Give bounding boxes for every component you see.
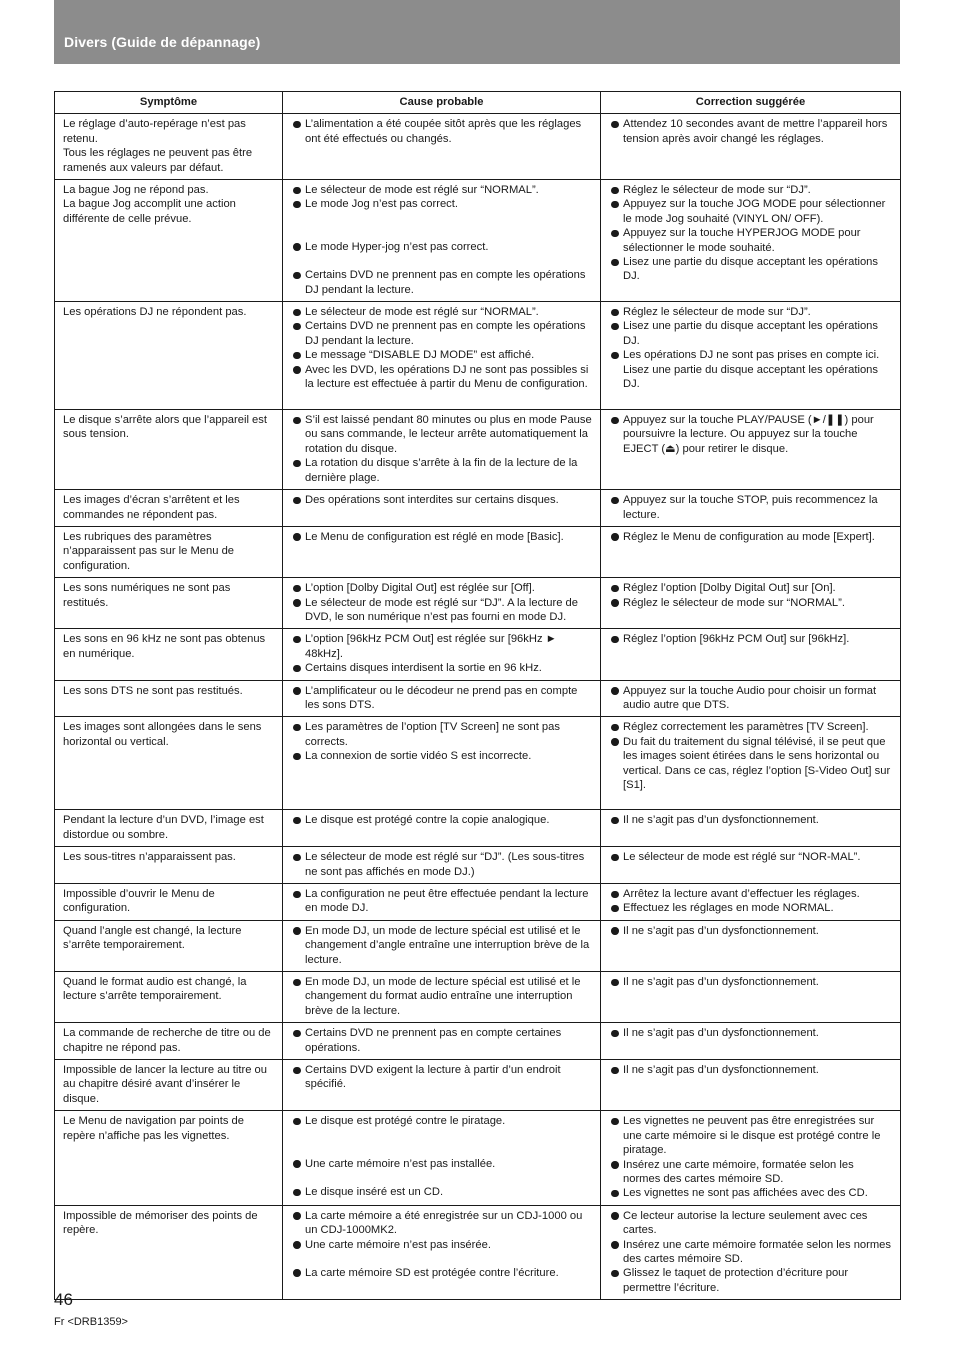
cause-item: Le disque inséré est un CD. — [291, 1185, 594, 1199]
spacer — [291, 1252, 594, 1266]
cause-item: Le sélecteur de mode est réglé sur “DJ”. A la lecture de DVD, le son numérique n’est pas fourni en mode DJ. — [291, 596, 594, 625]
fix-cell — [601, 717, 901, 810]
cause-list — [291, 1063, 594, 1092]
cause-cell — [283, 1111, 601, 1205]
cause-cell — [283, 1205, 601, 1299]
cause-item: En mode DJ, un mode de lecture spécial est utilisé et le changement d’angle entraîne une interruption brève de la lecture. — [291, 924, 594, 967]
cause-item: Des opérations sont interdites sur certains disques. — [291, 493, 594, 507]
page-number: 46 — [54, 1290, 73, 1309]
spacer — [291, 1129, 594, 1143]
spacer — [291, 254, 594, 268]
symptom-cell — [55, 180, 283, 302]
troubleshooting-table — [54, 91, 901, 1300]
fix-cell — [601, 410, 901, 490]
symptom-cell — [55, 629, 283, 680]
fix-list — [609, 975, 894, 989]
fix-cell — [601, 302, 901, 410]
fix-item: Attendez 10 secondes avant de mettre l’appareil hors tension après avoir changé les réglages. — [609, 117, 894, 146]
fix-cell — [601, 629, 901, 680]
cause-item: Le mode Hyper-jog n’est pas correct. — [291, 240, 594, 254]
fix-item: Réglez le sélecteur de mode sur “DJ”. — [609, 183, 894, 197]
fix-item: Réglez correctement les paramètres [TV Screen]. — [609, 720, 894, 734]
cause-item: La carte mémoire a été enregistrée sur un CDJ-1000 ou un CDJ-1000MK2. — [291, 1209, 594, 1238]
fix-item: Lisez une partie du disque acceptant les opérations DJ. — [609, 255, 894, 284]
fix-list — [609, 581, 894, 610]
fix-cell — [601, 810, 901, 847]
cause-item: La rotation du disque s’arrête à la fin de la lecture de la dernière plage. — [291, 456, 594, 485]
cause-item: La carte mémoire SD est protégée contre l’écriture. — [291, 1266, 594, 1280]
fix-cell — [601, 526, 901, 577]
cause-list — [291, 632, 594, 675]
table-row — [55, 810, 901, 847]
table-row — [55, 1205, 901, 1299]
table-row — [55, 1111, 901, 1205]
table-row — [55, 526, 901, 577]
symptom-cell — [55, 1023, 283, 1060]
cause-list — [291, 117, 594, 146]
cause-list — [291, 413, 594, 485]
cause-cell — [283, 884, 601, 921]
table-row — [55, 884, 901, 921]
fix-item: Réglez le Menu de configuration au mode [Expert]. — [609, 530, 894, 544]
header-bar — [54, 0, 900, 64]
fix-item: Glissez le taquet de protection d’écriture pour permettre l’écriture. — [609, 1266, 894, 1295]
table-body — [55, 114, 901, 1300]
cause-cell — [283, 526, 601, 577]
symptom-text: La commande de recherche de titre ou de chapitre ne répond pas. — [63, 1027, 271, 1054]
fix-cell — [601, 847, 901, 884]
cause-list — [291, 975, 594, 1018]
fix-item: Appuyez sur la touche STOP, puis recommencez la lecture. — [609, 493, 894, 522]
fix-list — [609, 305, 894, 391]
fix-list — [609, 632, 894, 646]
cause-list — [291, 493, 594, 507]
symptom-cell — [55, 920, 283, 971]
cause-list — [291, 1026, 594, 1055]
symptom-text: Quand l’angle est changé, la lecture s’arrête temporairement. — [63, 924, 242, 952]
cause-item: S’il est laissé pendant 80 minutes ou plus en mode Pause ou sans commande, le lecteur arrête automatiquement la rotation du disque. — [291, 413, 594, 456]
fix-cell — [601, 1023, 901, 1060]
cause-item: Avec les DVD, les opérations DJ ne sont pas possibles si la lecture est effectuée à partir du Menu de configuration. — [291, 363, 594, 392]
fix-item: Appuyez sur la touche Audio pour choisir un format audio autre que DTS. — [609, 684, 894, 713]
fix-item: Appuyez sur la touche HYPERJOG MODE pour sélectionner le mode souhaité. — [609, 226, 894, 255]
fix-cell — [601, 114, 901, 180]
cause-item: Certains DVD ne prennent pas en compte les opérations DJ pendant la lecture. — [291, 268, 594, 297]
symptom-text: Les sous-titres n’apparaissent pas. — [63, 851, 236, 864]
table-row — [55, 680, 901, 717]
cause-item: L’amplificateur ou le décodeur ne prend pas en compte les sons DTS. — [291, 684, 594, 713]
table-row — [55, 114, 901, 180]
column-header-symptom: Symptôme — [55, 92, 283, 114]
cause-item: Le sélecteur de mode est réglé sur “NORMAL”. — [291, 183, 594, 197]
fix-list — [609, 530, 894, 544]
cause-item: Certains DVD exigent la lecture à partir d’un endroit spécifié. — [291, 1063, 594, 1092]
cause-list — [291, 887, 594, 916]
fix-list — [609, 924, 894, 938]
cause-cell — [283, 920, 601, 971]
fix-item: Insérez une carte mémoire, formatée selon les normes des cartes mémoire SD. — [609, 1158, 894, 1187]
fix-list — [609, 1063, 894, 1077]
symptom-text: Les sons DTS ne sont pas restitués. — [63, 684, 243, 697]
symptom-cell — [55, 847, 283, 884]
cause-item: Certains disques interdisent la sortie en 96 kHz. — [291, 661, 594, 675]
cause-item: Certains DVD ne prennent pas en compte les opérations DJ pendant la lecture. — [291, 319, 594, 348]
fix-item: Le sélecteur de mode est réglé sur “NOR-MAL”. — [609, 850, 894, 864]
cause-cell — [283, 1023, 601, 1060]
cause-item: Le message “DISABLE DJ MODE” est affiché. — [291, 348, 594, 362]
cause-item: La configuration ne peut être effectuée pendant la lecture en mode DJ. — [291, 887, 594, 916]
symptom-cell — [55, 526, 283, 577]
symptom-text: Les images d’écran s’arrêtent et les commandes ne répondent pas. — [63, 494, 240, 521]
spacer — [291, 212, 594, 226]
symptom-cell — [55, 680, 283, 717]
fix-item: Réglez le sélecteur de mode sur “DJ”. — [609, 305, 894, 319]
cause-cell — [283, 114, 601, 180]
cause-item: Le Menu de configuration est réglé en mode [Basic]. — [291, 530, 594, 544]
cause-cell — [283, 717, 601, 810]
symptom-cell — [55, 1060, 283, 1111]
cause-item: En mode DJ, un mode de lecture spécial est utilisé et le changement du format audio entraîne une interruption brève de la lecture. — [291, 975, 594, 1018]
cause-list — [291, 1209, 594, 1281]
spacer — [291, 226, 594, 240]
cause-item: Une carte mémoire n’est pas installée. — [291, 1157, 594, 1171]
fix-cell — [601, 884, 901, 921]
cause-item: Certains DVD ne prennent pas en compte certaines opérations. — [291, 1026, 594, 1055]
fix-item: Il ne s’agit pas d’un dysfonctionnement. — [609, 924, 894, 938]
fix-list — [609, 1114, 894, 1200]
symptom-text: Les opérations DJ ne répondent pas. — [63, 306, 247, 319]
fix-item: Il ne s’agit pas d’un dysfonctionnement. — [609, 975, 894, 989]
table-row — [55, 717, 901, 810]
fix-item: Les vignettes ne peuvent pas être enregistrées sur une carte mémoire si le disque est protégé contre le piratage. — [609, 1114, 894, 1157]
fix-cell — [601, 578, 901, 629]
fix-list — [609, 117, 894, 146]
table-row — [55, 972, 901, 1023]
column-header-cause: Cause probable — [283, 92, 601, 114]
fix-cell — [601, 490, 901, 527]
fix-cell — [601, 972, 901, 1023]
fix-item: Appuyez sur la touche JOG MODE pour sélectionner le mode Jog souhaité (VINYL ON/ OFF). — [609, 197, 894, 226]
fix-list — [609, 850, 894, 864]
symptom-cell — [55, 490, 283, 527]
fix-item: Insérez une carte mémoire formatée selon les normes des cartes mémoire SD. — [609, 1238, 894, 1267]
cause-list — [291, 183, 594, 297]
fix-list — [609, 183, 894, 284]
symptom-text: Impossible d’ouvrir le Menu de configuration. — [63, 888, 215, 915]
cause-cell — [283, 410, 601, 490]
cause-list — [291, 581, 594, 624]
fix-list — [609, 493, 894, 522]
cause-list — [291, 530, 594, 544]
table-row — [55, 847, 901, 884]
symptom-cell — [55, 717, 283, 810]
fix-list — [609, 413, 894, 456]
spacer — [291, 1143, 594, 1157]
column-header-fix: Correction suggérée — [601, 92, 901, 114]
fix-item: Réglez l’option [Dolby Digital Out] sur [On]. — [609, 581, 894, 595]
symptom-text: Pendant la lecture d’un DVD, l’image est distordue ou sombre. — [63, 814, 264, 841]
cause-cell — [283, 1060, 601, 1111]
cause-item: Le sélecteur de mode est réglé sur “DJ”. (Les sous-titres ne sont pas affichés en mode DJ.) — [291, 850, 594, 879]
fix-item: Arrêtez la lecture avant d’effectuer les réglages. — [609, 887, 894, 901]
fix-cell — [601, 1111, 901, 1205]
symptom-text: Les rubriques des paramètres n’apparaissent pas sur le Menu de configuration. — [63, 530, 235, 572]
symptom-text: La bague Jog accomplit une action différente de celle prévue. — [63, 198, 236, 225]
cause-item: Le disque est protégé contre le piratage. — [291, 1114, 594, 1128]
fix-list — [609, 1209, 894, 1295]
table-row — [55, 490, 901, 527]
fix-item: Appuyez sur la touche PLAY/PAUSE (►/❚❚) pour poursuivre la lecture. Ou appuyez sur la touche EJECT (⏏) pour retirer le disque. — [609, 413, 894, 456]
symptom-cell — [55, 1205, 283, 1299]
table-header-row — [55, 92, 901, 114]
symptom-text: Impossible de mémoriser des points de repère. — [63, 1209, 258, 1237]
fix-item: Réglez le sélecteur de mode sur “NORMAL”. — [609, 596, 894, 610]
cause-item: La connexion de sortie vidéo S est incorrecte. — [291, 749, 594, 763]
cause-item: Une carte mémoire n’est pas insérée. — [291, 1238, 594, 1252]
table-row — [55, 1023, 901, 1060]
fix-item: Effectuez les réglages en mode NORMAL. — [609, 901, 894, 915]
cause-cell — [283, 578, 601, 629]
cause-cell — [283, 680, 601, 717]
symptom-text: La bague Jog ne répond pas. — [63, 184, 209, 197]
table-row — [55, 180, 901, 302]
cause-item: Les paramètres de l’option [TV Screen] ne sont pas corrects. — [291, 720, 594, 749]
cause-item: Le mode Jog n’est pas correct. — [291, 197, 594, 211]
fix-cell — [601, 1205, 901, 1299]
cause-list — [291, 720, 594, 763]
fix-list — [609, 684, 894, 713]
cause-cell — [283, 302, 601, 410]
symptom-text: Impossible de lancer la lecture au titre ou au chapitre désiré avant d’insérer le disque. — [63, 1064, 267, 1105]
fix-item: Il ne s’agit pas d’un dysfonctionnement. — [609, 813, 894, 827]
fix-list — [609, 1026, 894, 1040]
cause-cell — [283, 490, 601, 527]
symptom-cell — [55, 1111, 283, 1205]
fix-cell — [601, 1060, 901, 1111]
table-row — [55, 920, 901, 971]
symptom-cell — [55, 884, 283, 921]
cause-cell — [283, 972, 601, 1023]
table-row — [55, 302, 901, 410]
symptom-text: Tous les réglages ne peuvent pas être ramenés aux valeurs par défaut. — [63, 147, 253, 174]
fix-cell — [601, 920, 901, 971]
symptom-cell — [55, 810, 283, 847]
table-row — [55, 410, 901, 490]
cause-item: L’alimentation a été coupée sitôt après que les réglages ont été effectués ou changés. — [291, 117, 594, 146]
fix-item: Réglez l’option [96kHz PCM Out] sur [96kHz]. — [609, 632, 894, 646]
fix-item: Ce lecteur autorise la lecture seulement avec ces cartes. — [609, 1209, 894, 1238]
cause-item: Le disque est protégé contre la copie analogique. — [291, 813, 594, 827]
cause-item: L’option [96kHz PCM Out] est réglée sur [96kHz ► 48kHz]. — [291, 632, 594, 661]
fix-item: Les vignettes ne sont pas affichées avec des CD. — [609, 1186, 894, 1200]
symptom-cell — [55, 410, 283, 490]
symptom-text: Les sons numériques ne sont pas restitués. — [63, 582, 231, 609]
table-row — [55, 578, 901, 629]
fix-list — [609, 813, 894, 827]
fix-cell — [601, 180, 901, 302]
fix-item: Lisez une partie du disque acceptant les opérations DJ. — [609, 319, 894, 348]
symptom-cell — [55, 972, 283, 1023]
fix-item: Du fait du traitement du signal télévisé, il se peut que les images soient étirées dans le sens horizontal ou vertical. Dans ce cas, réglez l’option [S-Video Out] sur [S1]. — [609, 735, 894, 793]
spacer — [291, 1171, 594, 1185]
cause-list — [291, 1114, 594, 1199]
cause-list — [291, 813, 594, 827]
fix-list — [609, 887, 894, 916]
fix-item: Il ne s’agit pas d’un dysfonctionnement. — [609, 1063, 894, 1077]
cause-list — [291, 850, 594, 879]
section-title: Divers (Guide de dépannage) — [64, 34, 261, 50]
cause-cell — [283, 180, 601, 302]
symptom-cell — [55, 578, 283, 629]
fix-item: Les opérations DJ ne sont pas prises en compte ici. Lisez une partie du disque acceptant les opérations DJ. — [609, 348, 894, 391]
symptom-cell — [55, 114, 283, 180]
symptom-text: Le Menu de navigation par points de repère n’affiche pas les vignettes. — [63, 1115, 244, 1142]
cause-item: Le sélecteur de mode est réglé sur “NORMAL”. — [291, 305, 594, 319]
symptom-text: Le réglage d’auto-repérage n’est pas retenu. — [63, 118, 246, 145]
cause-cell — [283, 629, 601, 680]
cause-item: L’option [Dolby Digital Out] est réglée sur [Off]. — [291, 581, 594, 595]
symptom-text: Quand le format audio est changé, la lecture s’arrête temporairement. — [63, 976, 247, 1003]
cause-list — [291, 684, 594, 713]
fix-item: Il ne s’agit pas d’un dysfonctionnement. — [609, 1026, 894, 1040]
fix-list — [609, 720, 894, 792]
fix-cell — [601, 680, 901, 717]
cause-cell — [283, 810, 601, 847]
symptom-cell — [55, 302, 283, 410]
cause-cell — [283, 847, 601, 884]
symptom-text: Le disque s’arrête alors que l’appareil est sous tension. — [63, 414, 267, 441]
symptom-text: Les sons en 96 kHz ne sont pas obtenus en numérique. — [63, 633, 266, 660]
table-row — [55, 629, 901, 680]
document-code: Fr <DRB1359> — [54, 1316, 128, 1328]
cause-list — [291, 305, 594, 391]
table-row — [55, 1060, 901, 1111]
cause-list — [291, 924, 594, 967]
symptom-text: Les images sont allongées dans le sens horizontal ou vertical. — [63, 721, 262, 748]
